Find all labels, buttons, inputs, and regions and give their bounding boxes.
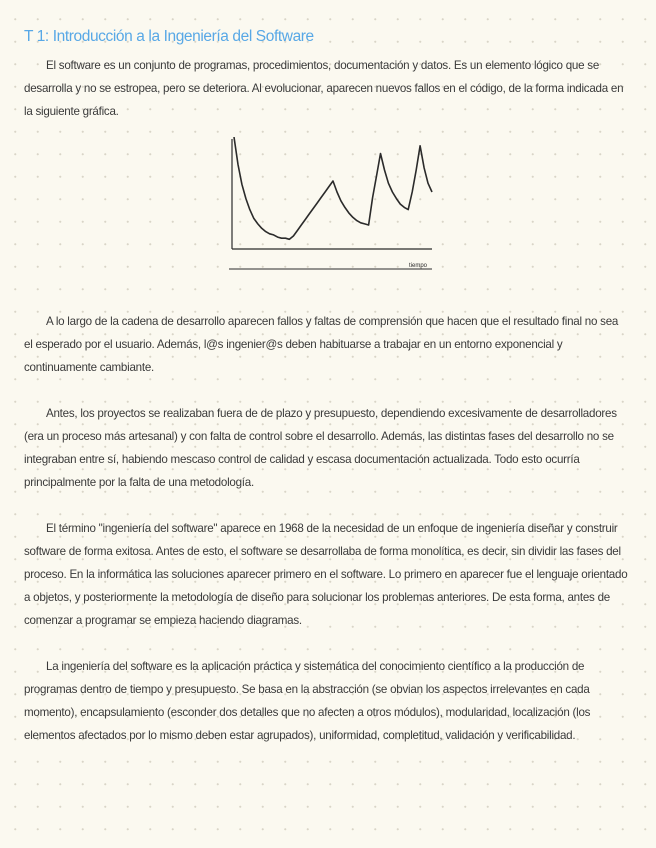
chart-container bbox=[24, 137, 628, 287]
paragraph-history: Antes, los proyectos se realizaban fuera de de plazo y presupuesto, dependiendo excesivamente de desarrolladores (era un proceso más artesanal) y con falta de control sobre el desarrollo. Además, las distintas fases del desarrollo no se integraban entre sí, habiendo mescaso control de calidad y escasa documentación actualizada. Todo esto ocurría principalmente por la falta de una metodología. bbox=[24, 407, 617, 489]
page-title: T 1: Introducción a la Ingeniería del Software bbox=[24, 28, 314, 45]
paragraph-definition: La ingeniería del software es la aplicación práctica y sistemática del conocimiento científico a la producción de programas dentro de tiempo y presupuesto. Se basa en la abstracción (se obvian los aspectos irrelevantes en cada momento), encapsulamiento (esconder dos detalles que no afecten a otros módulos), modularidad, localización (los elementos afectados por lo mismo deben estar agrupados), uniformidad, completitud, validación y verificabilidad. bbox=[24, 660, 591, 742]
paragraph-term-origin: El término "ingeniería del software" aparece en 1968 de la necesidad de un enfoque de ingeniería diseñar y construir software de forma exitosa. Antes de esto, el software se desarrollaba de forma monolítica, es decir, sin dividir las fases del proceso. En la informática las soluciones aparecer primero en el software. Lo primero en aparecer fue el lenguaje orientado a objetos, y posteriormente la metodología de diseño para solucionar los problemas anteriores. De esta forma, antes de comenzar a programar se empieza haciendo diagramas. bbox=[24, 522, 628, 627]
document-page bbox=[24, 26, 628, 747]
software-failure-chart bbox=[24, 137, 628, 287]
paragraph-development-chain: A lo largo de la cadena de desarrollo aparecen fallos y faltas de comprensión que hacen que el resultado final no sea el esperado por el usuario. Además, l@s ingenier@s deben habituarse a trabajar en un entorno exponencial y continuamente cambiante. bbox=[24, 315, 619, 374]
x-axis-label: tiempo bbox=[409, 263, 428, 269]
failure-curve bbox=[234, 137, 432, 239]
paragraph-intro: El software es un conjunto de programas, procedimientos, documentación y datos. Es un elemento lógico que se desarrolla y no se estropea, pero se deteriora. Al evolucionar, aparecen nuevos fallos en el código, de la forma indicada en la siguiente gráfica. bbox=[24, 59, 624, 118]
